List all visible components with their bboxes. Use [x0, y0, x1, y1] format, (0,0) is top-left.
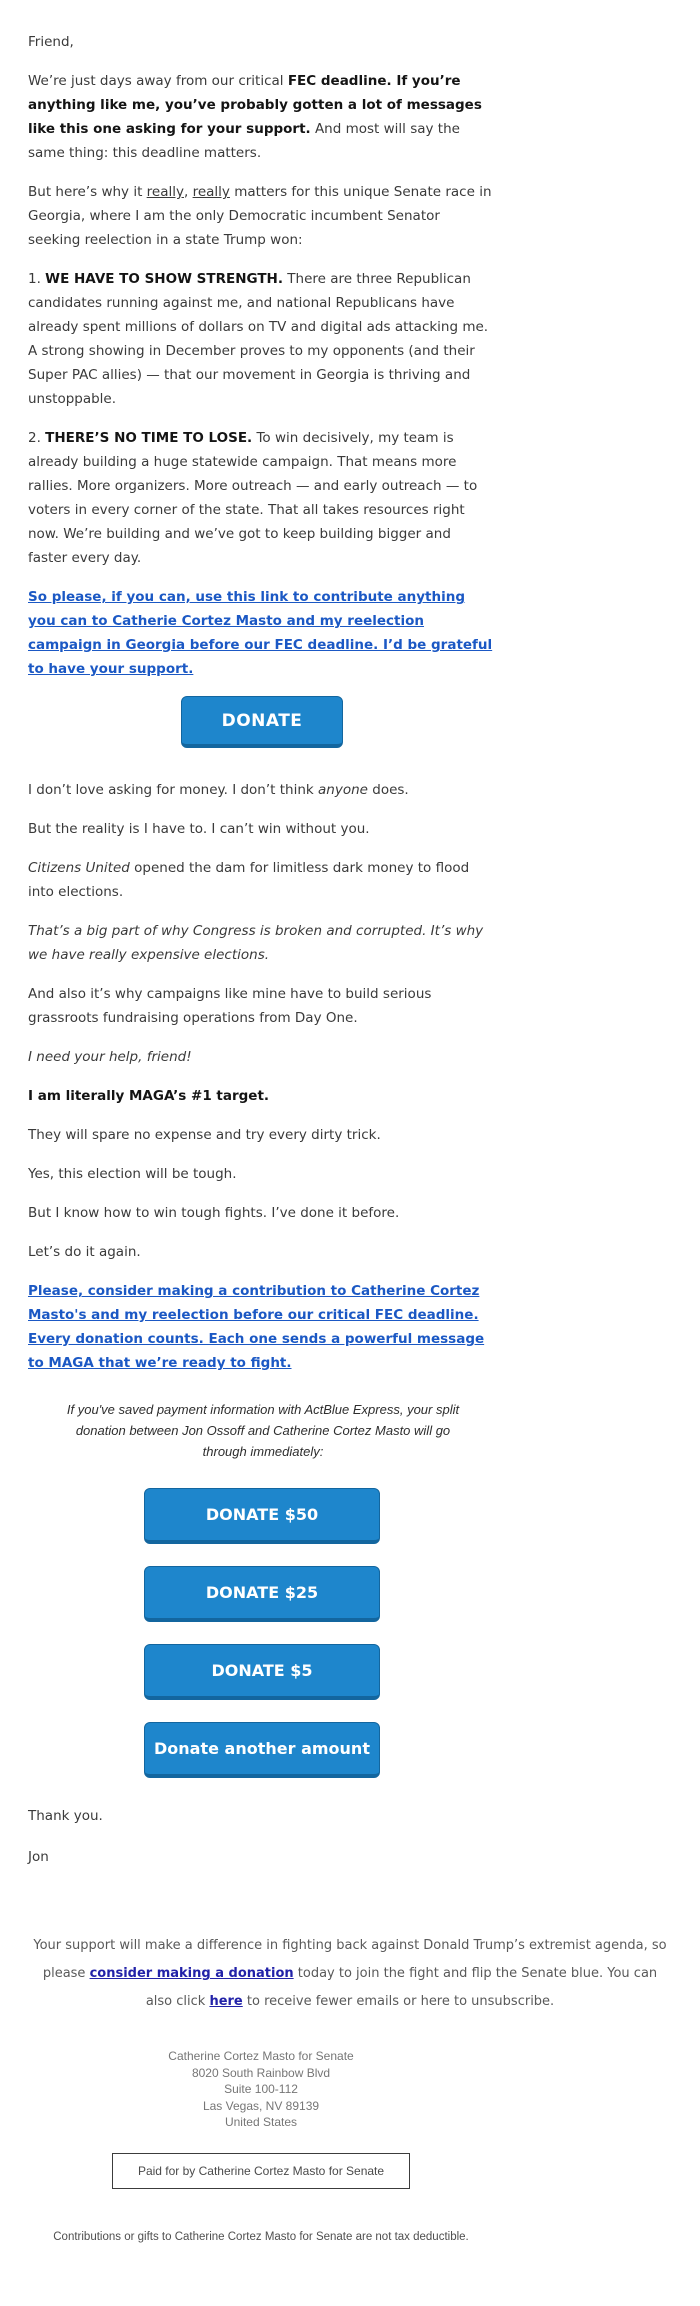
text-run: ,	[183, 184, 193, 200]
contribute-link[interactable]: So please, if you can, use this link to contribute anything you can to Catherie Cortez Masto and my reelection campaign in Georgia before our FEC deadline. I’d be grateful to have your support.	[28, 589, 493, 677]
greeting	[28, 30, 494, 54]
text-run: There are three Republican candidates running against me, and national Republicans have already spent millions of dollars on TV and digital ads attacking me. A strong showing in December proves to my opponents (and their Super PAC allies) — that our movement in Georgia is thriving and unstoppable.	[28, 271, 489, 407]
text-run: WE HAVE TO SHOW STRENGTH.	[45, 271, 283, 287]
text-run: Citizens United	[28, 860, 130, 876]
text-run: We’re just days away from our critical	[28, 73, 288, 89]
paragraph-tough-election	[28, 1162, 494, 1186]
donate-25-button[interactable]: DONATE $25	[144, 1566, 380, 1622]
paragraph-need-help	[28, 1045, 494, 1069]
thank-you-text: Thank you.	[28, 1808, 103, 1824]
address-line-suite: Suite 100-112	[224, 2082, 298, 2096]
paragraph-reality	[28, 817, 494, 841]
paragraph-maga-target	[28, 1084, 494, 1108]
address-line-committee: Catherine Cortez Masto for Senate	[168, 2049, 354, 2063]
tax-disclaimer: Contributions or gifts to Catherine Cortez Masto for Senate are not tax deductible.	[53, 2230, 469, 2243]
paragraph-do-it-again	[28, 1240, 494, 1264]
paragraph-dirty-trick	[28, 1123, 494, 1147]
text-run: 2.	[28, 430, 46, 446]
closing	[28, 1804, 494, 1869]
paragraph-deadline	[28, 69, 494, 165]
text-run: really	[146, 184, 184, 200]
text-run: I am literally MAGA’s #1 target.	[28, 1088, 270, 1104]
address-line-street: 8020 South Rainbow Blvd	[191, 2065, 331, 2080]
text-run: They will spare no expense and try every dirty trick.	[28, 1127, 381, 1143]
paid-for-disclaimer-box: Paid for by Catherine Cortez Masto for Senate	[112, 2153, 410, 2189]
text-run: Your support will make a difference in fighting back against Donald Trump’s extremist agenda, so please	[33, 1938, 667, 1981]
signature: Jon	[28, 1849, 49, 1865]
paragraph-grassroots	[28, 982, 494, 1030]
text-run: I need your help, friend!	[28, 1049, 192, 1065]
text-run: really	[192, 184, 230, 200]
text-run: today to join the fight and flip the Senate blue. You can also click	[145, 1966, 658, 2009]
donate-button[interactable]: DONATE	[181, 696, 343, 748]
text-run: Yes, this election will be tough.	[28, 1166, 237, 1182]
paragraph-tough-fights	[28, 1201, 494, 1225]
text-run: opened the dam for limitless dark money to flood into elections.	[28, 860, 470, 900]
footer-message	[32, 1932, 668, 2016]
text-run: THERE’S NO TIME TO LOSE.	[45, 430, 253, 446]
paragraph-asking-for-money	[28, 778, 494, 802]
contribute-link[interactable]: Please, consider making a contribution to Catherine Cortez Masto's and my reelection before our critical FEC deadline. Every donation counts. Each one sends a powerful message to MAGA that we’re ready to fight.	[28, 1283, 485, 1371]
donate-50-button[interactable]: DONATE $50	[144, 1488, 380, 1544]
paragraph-show-strength	[28, 267, 494, 411]
paragraph-no-time-to-lose	[28, 426, 494, 570]
text-run: But the reality is I have to. I can’t win without you.	[28, 821, 370, 837]
donate-other-amount-button[interactable]: Donate another amount	[144, 1722, 380, 1778]
footer-link[interactable]: here	[209, 1994, 243, 2009]
text-run: But I know how to win tough fights. I’ve done it before.	[28, 1205, 400, 1221]
text-run: anyone	[318, 782, 368, 798]
text-run: And also it’s why campaigns like mine have to build serious grassroots fundraising operations from Day One.	[28, 986, 432, 1026]
text-run: I don’t love asking for money. I don’t think	[28, 782, 318, 798]
text-run: And most will say the same thing: this deadline matters.	[28, 121, 460, 161]
paragraph-why-it-matters	[28, 180, 494, 252]
text-run: That’s a big part of why Congress is broken and corrupted. It’s why we have really expensive elections.	[28, 923, 484, 963]
footer-column	[0, 2048, 522, 2303]
actblue-express-note: If you've saved payment information with ActBlue Express, your split donation between Jon Ossoff and Catherine Cortez Masto will go through immediately:	[66, 1402, 460, 1459]
paragraph-citizens-united	[28, 856, 494, 904]
text-run: To win decisively, my team is already building a huge statewide campaign. That means more rallies. More organizers. More outreach — and early outreach — to voters in every corner of the state. That all takes resources right now. We’re building and we’ve got to keep building bigger and faster every day.	[28, 430, 478, 566]
contribute-link-paragraph	[28, 585, 494, 681]
text-run: matters for this unique Senate race in Georgia, where I am the only Democratic incumbent Senator seeking reelection in a state Trump won:	[28, 184, 492, 248]
text-run: does.	[367, 782, 409, 798]
donate-button-row	[28, 696, 494, 748]
footer-link[interactable]: consider making a donation	[89, 1966, 294, 1981]
text-run: 1.	[28, 271, 46, 287]
text-run: Let’s do it again.	[28, 1244, 141, 1260]
contribution-link-paragraph	[28, 1279, 494, 1375]
address-line-country: United States	[224, 2115, 298, 2129]
postal-address	[0, 2048, 522, 2131]
text-run: FEC deadline. If you’re anything like me, you’ve probably gotten a lot of messages like this one asking for your support.	[28, 73, 482, 137]
text-run: But here’s why it	[28, 184, 147, 200]
paragraph-congress-broken	[28, 919, 494, 967]
text-run: to receive fewer emails or here to unsubscribe.	[242, 1994, 555, 2009]
text-run: Friend,	[28, 34, 74, 50]
email-footer	[0, 1886, 700, 2303]
donate-5-button[interactable]: DONATE $5	[144, 1644, 380, 1700]
address-line-city: Las Vegas, NV 89139	[202, 2098, 320, 2113]
